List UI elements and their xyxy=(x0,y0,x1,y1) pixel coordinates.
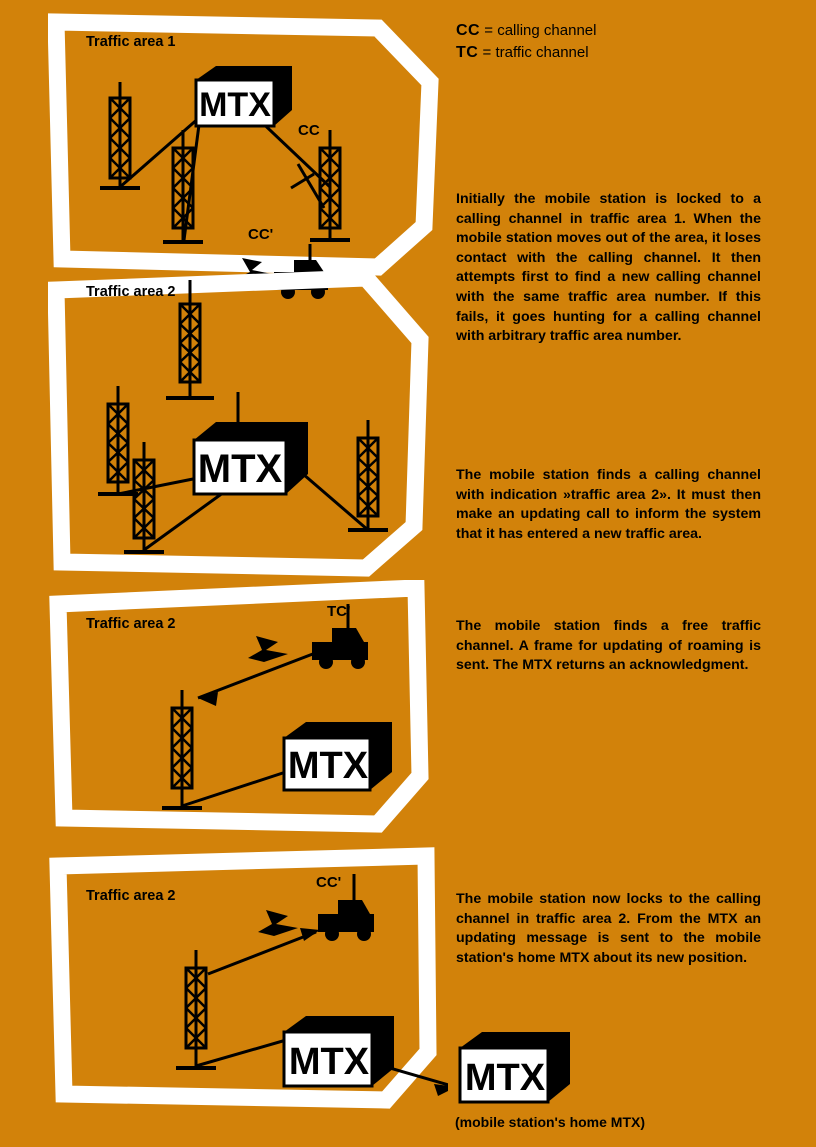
mtx-box xyxy=(186,420,316,500)
description-paragraph-4: The mobile station now locks to the calling channel in traffic area 2. From the MTX an updating message is sent to the mobile station's home MTX about its new position. xyxy=(456,891,761,966)
legend-row-cc xyxy=(456,20,596,42)
antenna-mast xyxy=(100,82,140,188)
svg-text:MTX: MTX xyxy=(199,86,271,124)
panel-label-traffic-area-2-a: Traffic area 2 xyxy=(86,284,176,300)
mtx-box xyxy=(278,720,398,796)
description-paragraph-3: The mobile station finds a free traffic channel. A frame for updating of roaming is sent. The MTX returns an acknowledgment. xyxy=(456,618,761,674)
mtx-box xyxy=(188,64,298,134)
legend-row-tc xyxy=(456,42,596,64)
legend-equals-cc: = xyxy=(484,22,494,39)
svg-text:MTX: MTX xyxy=(288,1041,370,1083)
panel-label-traffic-area-2-c: Traffic area 2 xyxy=(86,888,176,904)
label-cc-prime-1: CC' xyxy=(248,226,274,243)
antenna-mast xyxy=(310,130,350,240)
label-tc-prime: TC' xyxy=(327,603,351,620)
antenna-mast xyxy=(162,690,202,808)
label-cc-prime-2: CC' xyxy=(316,874,342,891)
label-cc: CC xyxy=(298,122,320,139)
legend xyxy=(456,20,596,64)
svg-text:MTX: MTX xyxy=(287,745,369,787)
panel-traffic-area-1 xyxy=(48,12,443,277)
description-paragraph-2: The mobile station finds a calling channel with indication »traffic area 2». It must then make an updating call to inform the system that it has entered a new traffic area. xyxy=(456,467,761,542)
panel-label-traffic-area-2-b: Traffic area 2 xyxy=(86,616,176,632)
legend-abbr-cc: CC xyxy=(456,22,481,39)
svg-text:MTX: MTX xyxy=(197,447,283,491)
mtx-box xyxy=(278,1014,400,1092)
antenna-mast xyxy=(348,420,388,530)
mtx-box-home xyxy=(454,1030,576,1108)
legend-abbr-tc: TC xyxy=(456,44,479,61)
antenna-mast xyxy=(98,386,138,494)
antenna-mast xyxy=(124,442,164,552)
legend-definition-cc: calling channel xyxy=(497,22,597,39)
panel-label-traffic-area-1: Traffic area 1 xyxy=(86,34,176,50)
svg-text:MTX: MTX xyxy=(464,1057,546,1099)
antenna-mast xyxy=(176,950,216,1068)
home-mtx-caption: (mobile station's home MTX) xyxy=(455,1114,646,1130)
uplink-arrow xyxy=(208,928,320,974)
legend-equals-tc: = xyxy=(482,44,492,61)
legend-definition-tc: traffic channel xyxy=(495,44,589,61)
description-paragraph-1: Initially the mobile station is locked to a calling channel in traffic area 1. When the mobile station moves out of the area, it loses contact with the calling channel. It then attempts first to find a new calling channel with the same traffic area number. If this fails, it goes hunting for a calling channel with arbitrary traffic area number. xyxy=(456,191,761,345)
